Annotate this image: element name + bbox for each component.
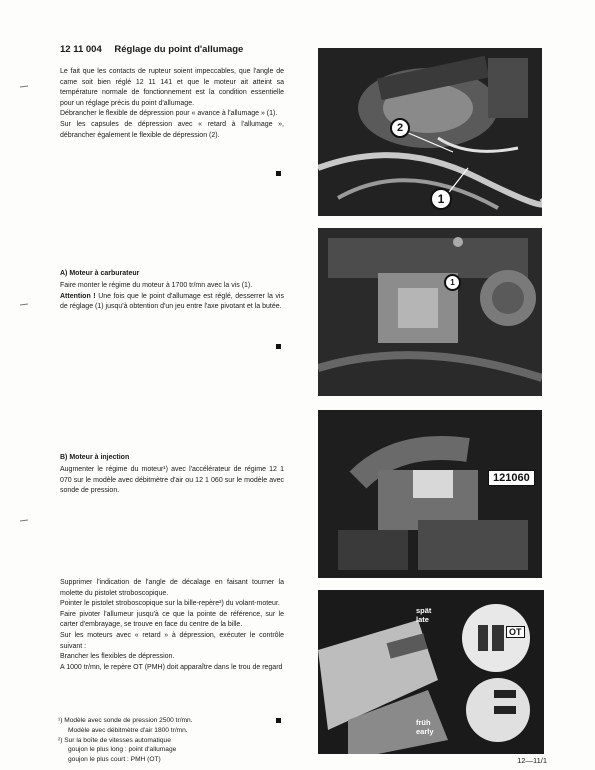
tag-early-fr: early xyxy=(416,727,434,736)
photo-carburettor-drawing xyxy=(318,228,542,396)
photo-stroboscope xyxy=(318,590,544,754)
tag-early-de: früh xyxy=(416,718,431,727)
tag-early xyxy=(416,718,434,736)
section-c-paragraph-4: Sur les moteurs avec « retard » à dépression, exécuter le contrôle suivant : xyxy=(60,631,284,650)
page-number: 12—11/1 xyxy=(517,756,547,765)
callout-1: 1 xyxy=(430,188,452,210)
intro-paragraph-3: Sur les capsules de dépression avec « retard à l'allumage », débrancher également le flexible de dépression (2). xyxy=(60,120,284,139)
section-a-heading: A) Moteur à carburateur xyxy=(60,270,140,277)
section-c-paragraph-5: Brancher les flexibles de dépression. xyxy=(60,653,175,661)
section-c xyxy=(60,578,284,673)
attention-text: Une fois que le point d'allumage est réglé, desserrer la vis de réglage (1) jusqu'à obtention d'un jeu entre l'axe pivotant et la butée. xyxy=(60,292,284,311)
section-title: Réglage du point d'allumage xyxy=(114,44,244,55)
margin-tick xyxy=(20,519,28,521)
callout-1: 1 xyxy=(444,274,461,291)
intro-paragraph-2: Débrancher le flexible de dépression pour « avance à l'allumage » (1). xyxy=(60,110,278,118)
section-a xyxy=(60,270,284,313)
section-a-attention xyxy=(60,292,284,313)
section-a-paragraph: Faire monter le régime du moteur à 1700 tr/mn avec la vis (1). xyxy=(60,282,253,289)
section-c-paragraph-6: A 1000 tr/mn, le repère OT (PMH) doit apparaître dans le trou de regard xyxy=(60,663,283,671)
section-c-paragraph-1: Supprimer l'indication de l'angle de décalage en faisant tourner la molette du pistolet stroboscopique. xyxy=(60,579,284,597)
margin-tick xyxy=(20,85,28,87)
tag-ot: OT xyxy=(506,626,525,638)
intro-block xyxy=(60,67,284,141)
tag-late-de: spät xyxy=(416,606,432,615)
tag-late-fr: late xyxy=(416,615,429,624)
photo-injection xyxy=(318,410,542,578)
attention-label: Attention ! xyxy=(60,292,96,300)
section-b-paragraph: Augmenter le régime du moteur¹) avec l'accélérateur de régime 12 1 070 sur le modèle avec débitmètre d'air ou 12 1 060 sur le modèle avec sonde de pression. xyxy=(60,466,284,495)
intro-paragraph-1: Le fait que les contacts de rupteur soient impeccables, que l'angle de came soit bien réglé 12 11 141 et que le moteur ait atteint sa température normale de fonctionnement est la condition essentielle pour un réglage précis du point d'allumage. xyxy=(60,68,284,107)
callout-2: 2 xyxy=(390,118,410,138)
tag-late xyxy=(416,606,431,624)
footnote-2-cont-b: goujon le plus court : PMH (OT) xyxy=(68,756,161,764)
footnote-2: ²) Sur la boîte de vitesses automatique xyxy=(58,736,171,744)
end-mark xyxy=(276,718,281,723)
photo-injection-drawing xyxy=(318,410,542,578)
section-b-heading: B) Moteur à injection xyxy=(60,454,130,461)
photo-carburettor xyxy=(318,228,542,396)
photo-distributor xyxy=(318,48,542,216)
section-c-paragraph-2: Pointer le pistolet stroboscopique sur la bille-repère²) du volant-moteur. xyxy=(60,600,280,608)
tool-label: 121060 xyxy=(488,470,535,486)
end-mark xyxy=(276,344,281,349)
section-b xyxy=(60,454,284,497)
margin-tick xyxy=(20,303,28,305)
section-code: 12 11 004 xyxy=(60,44,102,55)
section-c-paragraph-3: Faire pivoter l'allumeur jusqu'à ce que la pointe de référence, sur le carter d'embrayage, se trouve en face du centre de la bille. xyxy=(60,610,284,629)
end-mark xyxy=(276,171,281,176)
photo-distributor-drawing xyxy=(318,48,542,216)
page-title xyxy=(60,44,243,55)
footnotes xyxy=(58,716,288,765)
footnote-1: ¹) Modèle avec sonde de pression 2500 tr/mn. xyxy=(58,717,193,724)
footnote-2-cont-a: goujon le plus long : point d'allumage xyxy=(68,746,177,754)
footnote-1-cont: Modèle avec débitmètre d'air 1800 tr/mn. xyxy=(68,726,188,734)
